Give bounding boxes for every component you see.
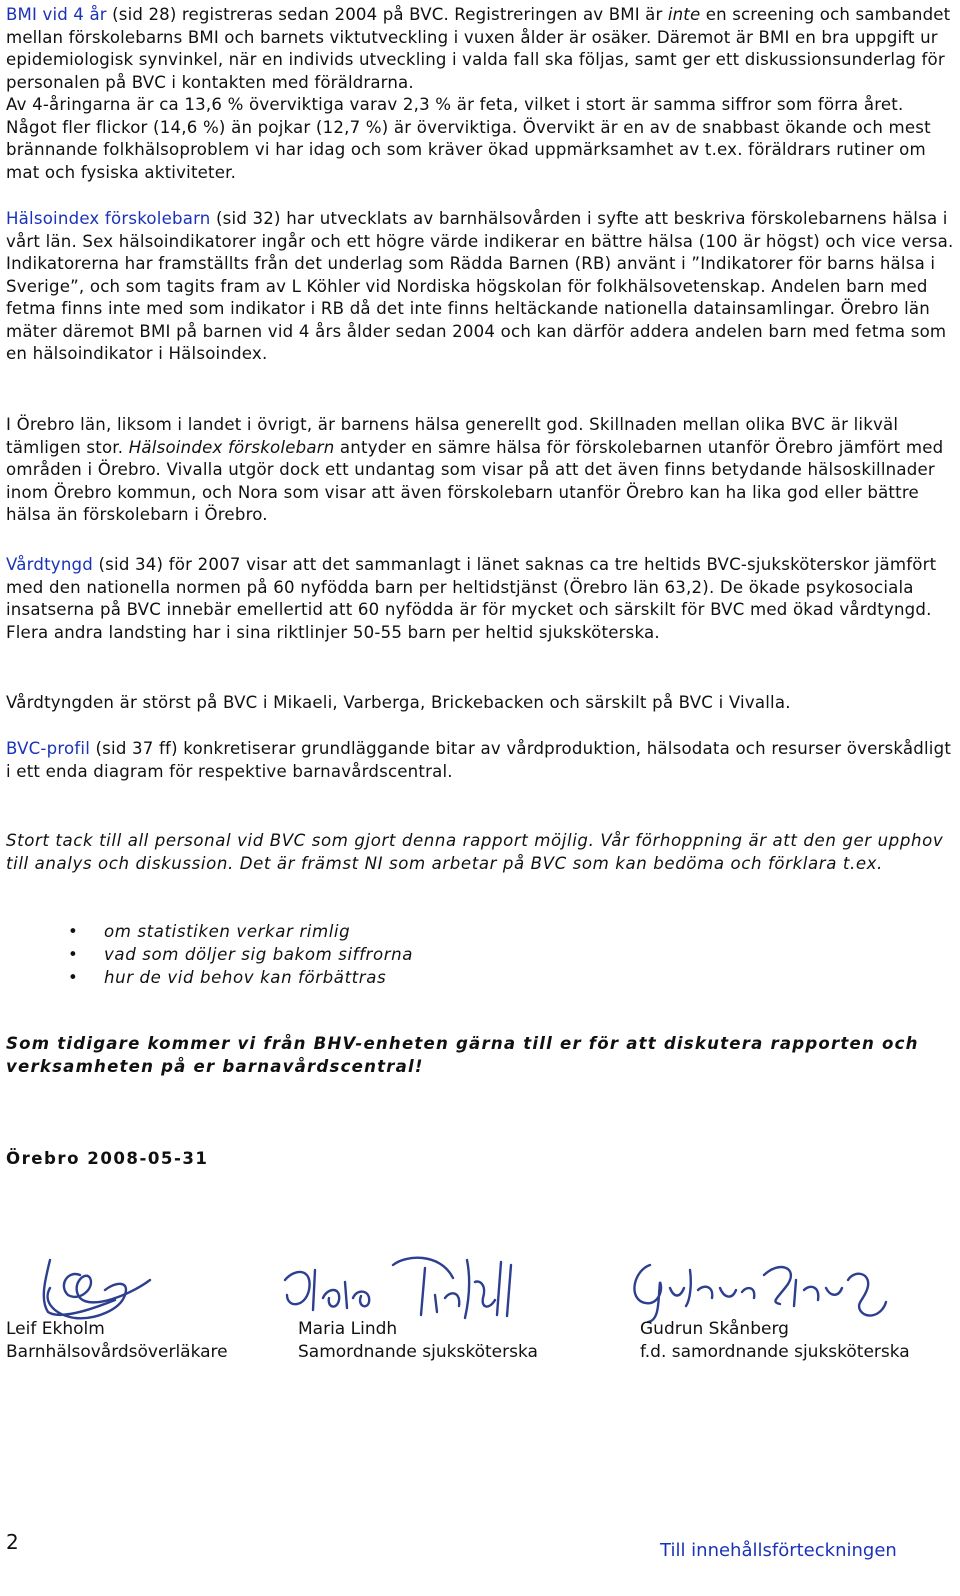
list-item: • vad som döljer sig bakom siffrorna — [6, 943, 954, 966]
signatory-name: Gudrun Skånberg — [640, 1319, 789, 1339]
signature-image — [620, 1240, 900, 1330]
signatory-2 — [298, 1318, 538, 1364]
signatory-title: f.d. samordnande sjuksköterska — [640, 1342, 910, 1362]
bmi-paragraph — [6, 4, 954, 94]
date-section — [6, 1148, 954, 1171]
vardtyngd-text: (sid 34) för 2007 visar att det sammanlagt i länet saknas ca tre heltids BVC-sjuksköterskor jämfört med den nationella normen på 60 nyfödda barn per heltidstjänst (Örebro län 63,2). De ökade psykosociala insatserna på BVC innebär emellertid att 60 nyfödda är för mycket och särskilt för BVC med ökad vårdtyngd. Flera andra landsting har i sina riktlinjer 50-55 barn per heltid sjuksköterska. — [6, 555, 937, 642]
halsoindex-section — [6, 208, 954, 366]
halsoindex-text: (sid 32) har utvecklats av barnhälsovården i syfte att beskriva förskolebarnens hälsa i vårt län. Sex hälsoindikatorer ingår och ett högre värde indikerar en bättre hälsa (100 är högst) och vice versa. Indikatorerna har framställts från det underlag som Rädda Barnen (RB) använt i ”Indikatorer för barns hälsa i Sverige”, och som tagits fram av L Köhler vid Nordiska högskolan för folkhälsovetenskap. Andelen barn med fetma finns inte med som indikator i RB då det inte finns heltäckande nationella datainsamlingar. Örebro län mäter däremot BMI på barnen vid 4 års ålder sedan 2004 och kan därför addera andelen barn med fetma som en hälsoindikator i Hälsoindex. — [6, 209, 954, 363]
bmi-section — [6, 4, 954, 184]
bullet-list-section — [6, 920, 954, 989]
bvcprofil-text: (sid 37 ff) konkretiserar grundläggande bitar av vårdproduktion, hälsodata och resurser överskådligt i ett enda diagram för respektive barnavårdscentral. — [6, 739, 952, 781]
lan-section — [6, 414, 954, 527]
lan-text-italic: Hälsoindex förskolebarn — [128, 437, 335, 457]
lan-text-1: I Örebro län, liksom i landet i övrigt, är barnens hälsa generellt god. Skillnaden mellan olika BVC är likväl tämligen stor. — [6, 415, 899, 457]
signature-image — [275, 1240, 555, 1330]
vardtyngd-link[interactable]: Vårdtyngd — [6, 555, 94, 574]
vardtyngd-section — [6, 554, 954, 644]
signatory-title: Samordnande sjuksköterska — [298, 1342, 538, 1362]
lan-paragraph — [6, 414, 954, 527]
bvcprofil-link[interactable]: BVC-profil — [6, 739, 91, 758]
signature-gudrun-skanberg — [620, 1240, 900, 1330]
thanks-paragraph: Stort tack till all personal vid BVC som gjort denna rapport möjlig. Vår förhoppning är att den ger upphov till analys och diskussion. Det är främst NI som arbetar på BVC som kan bedöma och förklara t.ex. — [6, 831, 944, 873]
vardtyngd-section-2 — [6, 692, 954, 715]
closing-section — [6, 1033, 954, 1078]
bmi-results-paragraph: Av 4-åringarna är ca 13,6 % överviktiga varav 2,3 % är feta, vilket i stort är samma siffror som förra året. Något fler flickor (14,6 %) än pojkar (12,7 %) är överviktiga. Övervikt är en av de snabbast ökande och mest brännande folkhälsoproblem vi har idag och som kräver ökad uppmärksamhet av t.ex. föräldrars rutiner om mat och fysiska aktiviteter. — [6, 95, 931, 182]
signatory-3 — [640, 1318, 910, 1364]
signature-image — [20, 1240, 220, 1330]
signatory-name: Leif Ekholm — [6, 1319, 105, 1339]
lan-text-2: antyder en sämre hälsa för förskolebarnen utanför Örebro jämfört med områden i Örebro. Vivalla utgör dock ett undantag som visar på att det även finns betydande hälsoskillnader inom Örebro kommun, och Nora som visar att även förskolebarn utanför Örebro kan ha lika god eller bättre hälsa än förskolebarn i Örebro. — [6, 437, 944, 524]
signatory-1 — [6, 1318, 228, 1364]
bvcprofil-section — [6, 738, 954, 783]
thanks-section — [6, 830, 954, 875]
bmi-text-italic: inte — [667, 5, 701, 24]
bvcprofil-paragraph — [6, 738, 954, 783]
halsoindex-paragraph — [6, 208, 954, 366]
toc-link[interactable]: Till innehållsförteckningen — [660, 1540, 897, 1561]
halsoindex-link[interactable]: Hälsoindex förskolebarn — [6, 209, 211, 228]
date-line: Örebro 2008-05-31 — [6, 1149, 209, 1168]
signature-maria-lindh — [275, 1240, 555, 1330]
signature-leif-ekholm — [20, 1240, 220, 1330]
page-number: 2 — [6, 1530, 19, 1554]
vardtyngd-paragraph-2: Vårdtyngden är störst på BVC i Mikaeli, Varberga, Brickebacken och särskilt på BVC i Vivalla. — [6, 693, 791, 712]
bullet-list — [6, 920, 954, 989]
bmi-text-1: (sid 28) registreras sedan 2004 på BVC. Registreringen av BMI är — [106, 5, 668, 24]
bmi-link[interactable]: BMI vid 4 år — [6, 5, 107, 24]
closing-paragraph: Som tidigare kommer vi från BHV-enheten gärna till er för att diskutera rapporten och verksamheten på er barnavårdscentral! — [6, 1034, 919, 1076]
list-item: • om statistiken verkar rimlig — [6, 920, 954, 943]
list-item: • hur de vid behov kan förbättras — [6, 966, 954, 989]
bmi-text-2: en screening och sambandet mellan förskolebarns BMI och barnets viktutveckling i vuxen ålder är osäker. Däremot är BMI en bra uppgift ur epidemiologisk synvinkel, när en individs utveckling i valda fall ska följas, samt ger ett diskussionsunderlag för personalen på BVC i kontakten med föräldrarna. — [6, 5, 951, 92]
signatory-title: Barnhälsovårdsöverläkare — [6, 1342, 228, 1362]
vardtyngd-paragraph — [6, 554, 954, 644]
signatory-name: Maria Lindh — [298, 1319, 398, 1339]
